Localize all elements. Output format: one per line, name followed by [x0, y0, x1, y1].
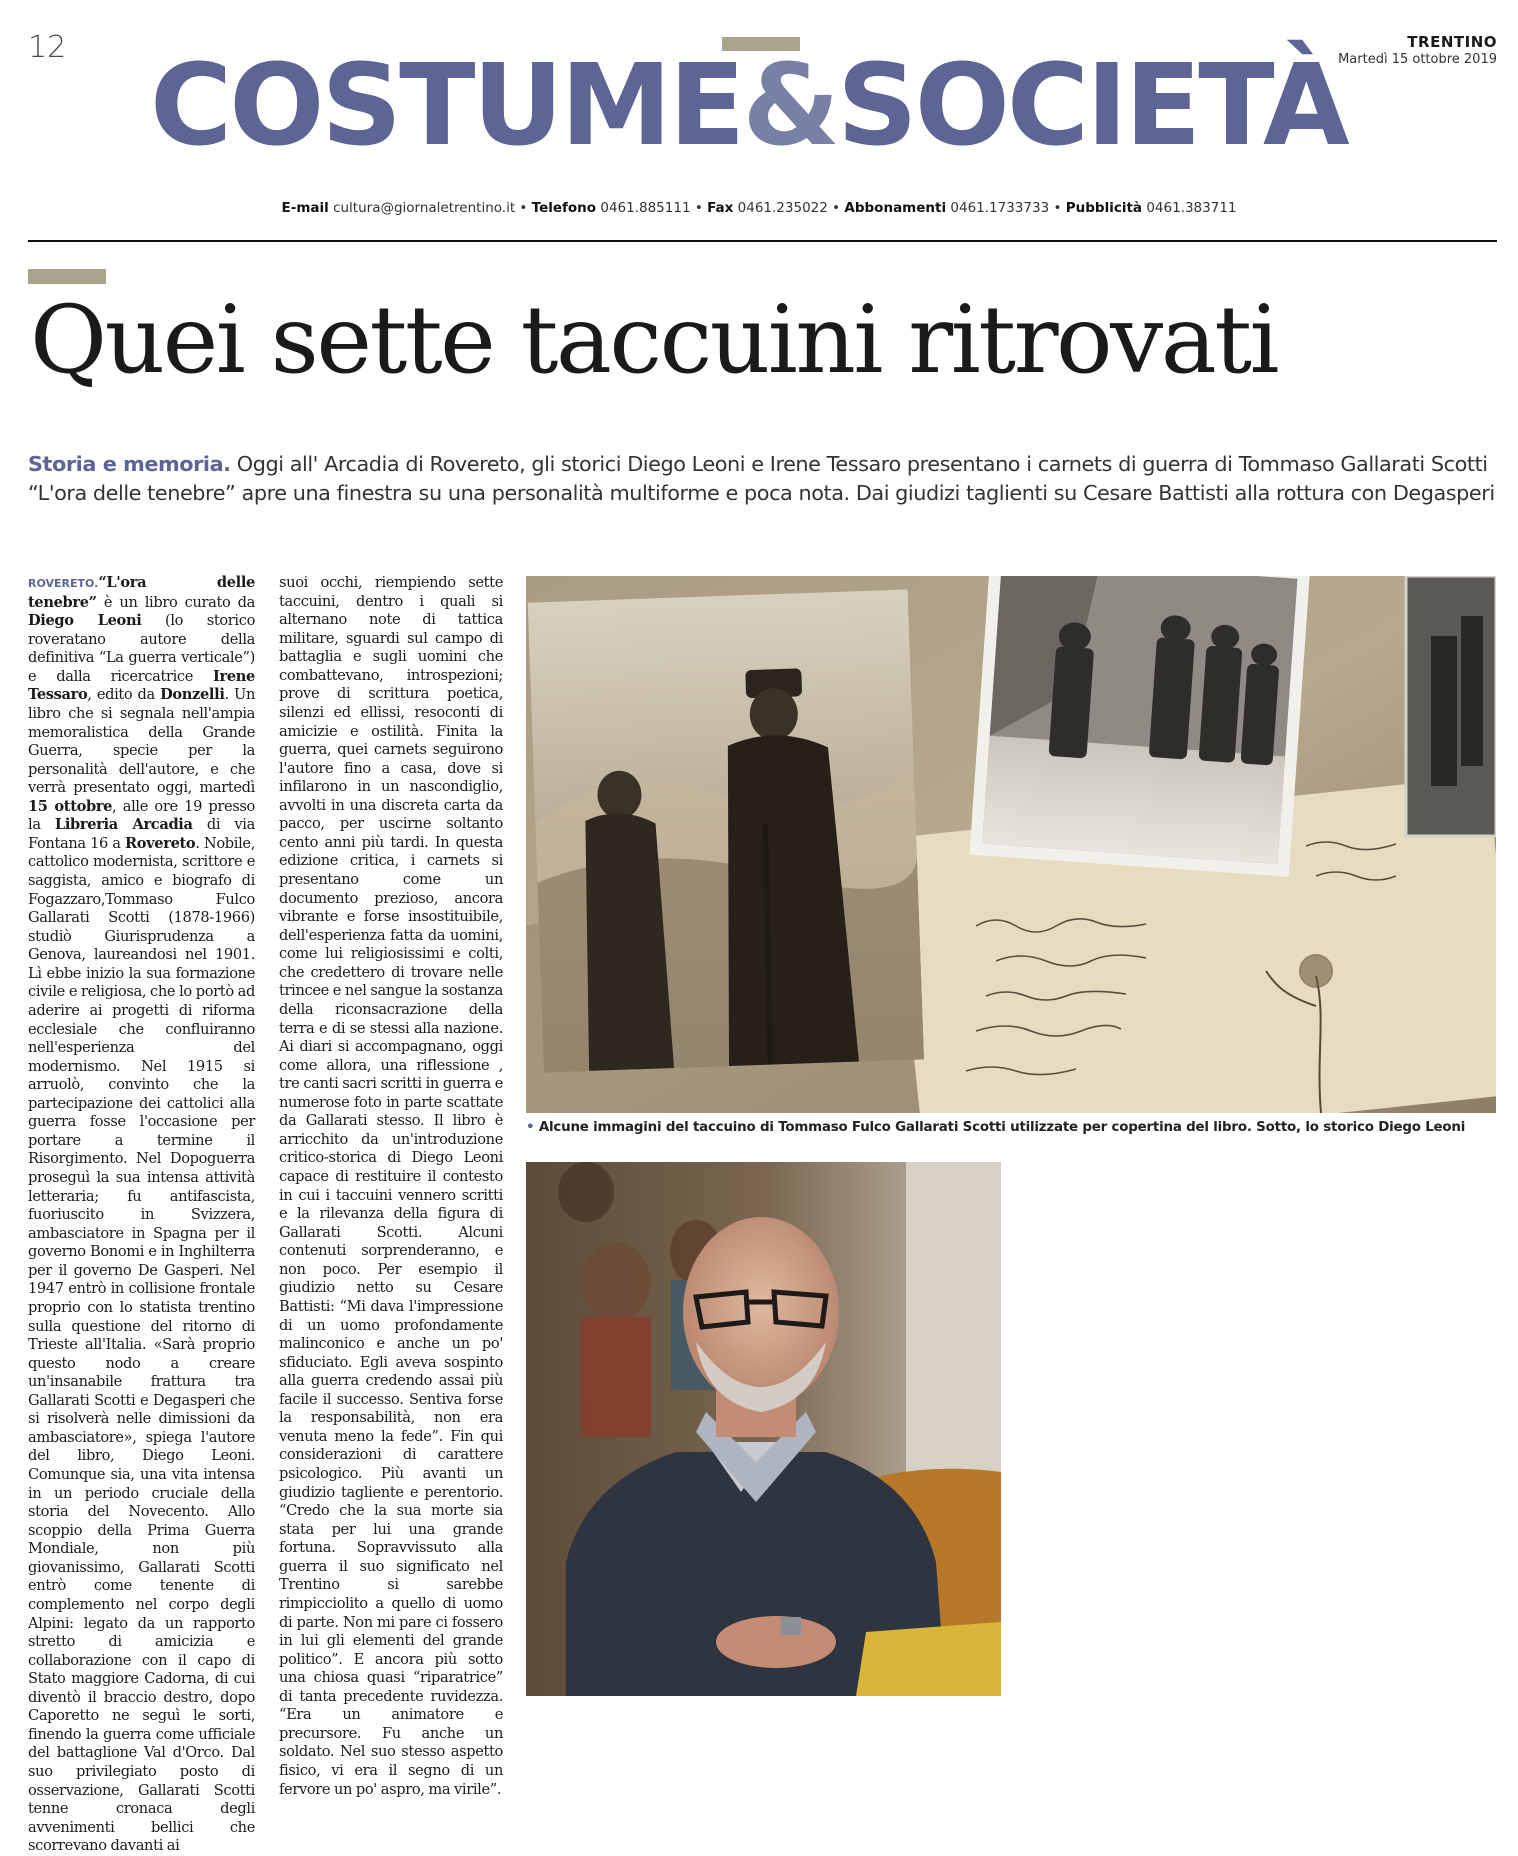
email-value[interactable]: cultura@giornaletrentino.it	[333, 200, 516, 216]
separator: •	[1053, 200, 1062, 216]
city-name: Rovereto	[125, 834, 196, 852]
venue-name: Libreria Arcadia	[54, 816, 193, 834]
separator: •	[694, 200, 703, 216]
advertising-label: Pubblicità	[1065, 200, 1143, 216]
book-title: “L'ora delle tenebre”	[28, 574, 255, 611]
dateline: ROVERETO.	[28, 577, 99, 590]
section-word-1: COSTUME	[150, 41, 743, 171]
article-column-1	[28, 574, 255, 1856]
body-text: , alle ore 19 presso la	[28, 797, 255, 834]
separator: •	[832, 200, 841, 216]
body-text: (lo storico roveratano autore della definitiva “La guerra verticale”) e dalla ricercatrice	[28, 612, 256, 685]
body-text: . Un libro che si segnala nell'ampia memoralistica della Grande Guerra, specie per la personalità dell'autore, e che verrà presentato oggi, martedì	[28, 686, 255, 797]
email-label: E-mail	[281, 200, 329, 216]
headline-accent-bar	[28, 269, 106, 284]
fax-label: Fax	[707, 200, 734, 216]
summary-text-1: Oggi all' Arcadia di Rovereto, gli storici Diego Leoni e Irene Tessaro presentano i carnets di guerra di Tommaso Gallarati Scotti	[236, 452, 1488, 476]
header-rule	[28, 240, 1497, 242]
phone-value: 0461.885111	[600, 200, 691, 216]
publisher-name: Donzelli	[160, 686, 225, 704]
caption-text: Alcune immagini del taccuino di Tommaso Fulco Gallarati Scotti utilizzate per copertina del libro. Sotto, lo storico Diego Leoni	[538, 1120, 1466, 1135]
section-word-2: SOCIETÀ	[837, 41, 1347, 171]
section-ampersand: &	[742, 41, 838, 171]
subscriptions-label: Abbonamenti	[844, 200, 947, 216]
headline: Quei sette taccuini ritrovati	[30, 286, 1278, 395]
phone-label: Telefono	[531, 200, 597, 216]
body-text: è un libro curato da	[103, 593, 255, 611]
contacts-line	[0, 200, 1518, 216]
body-text: , edito da	[87, 686, 155, 704]
newspaper-info	[1338, 33, 1497, 67]
notebook-collage-image	[526, 576, 1496, 1113]
fax-value: 0461.235022	[737, 200, 828, 216]
author-name: Diego Leoni	[28, 612, 142, 630]
subscriptions-value: 0461.1733733	[950, 200, 1050, 216]
caption-bullet: •	[526, 1120, 535, 1135]
advertising-value: 0461.383711	[1146, 200, 1237, 216]
page-number: 12	[28, 30, 67, 65]
portrait-photo	[526, 1162, 1001, 1696]
newspaper-name: TRENTINO	[1407, 33, 1497, 51]
summary-lead: Storia e memoria.	[28, 452, 231, 476]
summary-line-2: “L'ora delle tenebre” apre una finestra su una personalità multiforme e poca nota. Dai giudizi taglienti su Cesare Battisti alla rottura con Degasperi	[28, 481, 1495, 505]
body-text: . Nobile, cattolico modernista, scrittore e saggista, amico e biografo di Fogazzaro,Tommaso Fulco Gallarati Scotti (1878-1966) studiò Giurisprudenza a Genova, laureandosi nel 1901. Lì ebbe inizio la sua formazione civile e religiosa, che lo portò ad aderire ai progetti di riforma ecclesiale che confluiranno nell'esperienza del modernismo. Nel 1915 si arruolò, convinto che la partecipazione dei cattolici alla guerra fosse l'occasione per portare a termine il Risorgimento. Nel Dopoguerra proseguì la sua intensa attività letteraria; fu antifascista, fuoriuscito in Svizzera, ambasciatore in Spagna per il governo Bonomi e in Inghilterra per il governo De Gasperi. Nel 1947 entrò in collisione frontale proprio con lo statista trentino sulla questione del ritorno di Trieste all'Italia. «Sarà proprio questo nodo a creare un'insanabile frattura tra Gallarati Scotti e Degasperi che si risolverà nelle dimissioni da ambasciatore», spiega l'autore del libro, Diego Leoni. Comunque sia, una vita intensa in un periodo cruciale della storia del Novecento. Allo scoppio della Prima Guerra Mondiale, non più giovanissimo, Gallarati Scotti entrò come tenente di complemento nel corpo degli Alpini: legato da un rapporto stretto di amicizia e collaborazione con il capo di Stato maggiore Cadorna, di cui diventò il braccio destro, dopo Caporetto ne seguì le sorti, finendo la guerra come ufficiale del battaglione Val d'Orco. Dal suo privilegiato posto di osservazione, Gallarati Scotti tenne cronaca degli avvenimenti bellici che scorrevano davanti ai	[28, 834, 255, 1855]
summary	[28, 450, 1503, 508]
summary-line-1	[28, 450, 1503, 479]
section-title	[150, 41, 1347, 171]
event-date: 15 ottobre	[28, 797, 113, 815]
issue-date: Martedì 15 ottobre 2019	[1338, 52, 1497, 67]
notebook-collage-photo	[526, 576, 1496, 1113]
body-text: di via Fontana 16 a	[28, 816, 255, 852]
separator: •	[519, 200, 528, 216]
article-column-2: suoi occhi, riempiendo sette taccuini, dentro i quali si alternano note di tattica militare, sguardi sul campo di battaglia e sugli uomini che combattevano, introspezioni; prove di scrittura poetica, silenzi ed ellissi, resoconti di amicizie e ostilità. Finita la guerra, quei carnets seguirono l'autore fino a casa, dove si infilarono in un nascondiglio, avvolti in una discreta carta da pacco, per uscirne soltanto cento anni più tardi. In questa edizione critica, i carnets si presentano come un documento prezioso, ancora vibrante e forse insostituibile, dell'esperienza fatta da uomini, come lui religiosissimi e colti, che credettero di trovare nelle trincee e nel sangue la sostanza della riconsacrazione della terra e di se stessi alla nazione. Ai diari si accompagnano, oggi come allora, una riflessione , tre canti sacri scritti in guerra e numerose foto in parte scattate da Gallarati stesso. Il libro è arricchito da un'introduzione critico-storica di Diego Leoni capace di restituire il contesto in cui i taccuini vennero scritti e la rilevanza della figura di Gallarati Scotti. Alcuni contenuti sorprenderanno, e non poco. Per esempio il giudizio netto su Cesare Battisti: “Mi dava l'impressione di un uomo profondamente malinconico e anche un po' sfiduciato. Egli aveva sospinto alla guerra credendo assai più facile il successo. Sentiva forse la responsabilità, non era venuta meno la fede”. Fin qui considerazioni di carattere psicologico. Più avanti un giudizio tagliente e perentorio. “Credo che la sua morte sia stata per lui una grande fortuna. Sopravvissuto alla guerra il suo significato nel Trentino si sarebbe rimpicciolito a quello di uomo di parte. Non mi pare ci fossero in lui gli elementi del grande politico”. E ancora più sotto una chiosa quasi “riparatrice” di tanta precedente ruvidezza. “Era un animatore e precursore. Fu anche un soldato. Nel suo stesso aspetto fisico, vi era il segno di un fervore un po' aspro, ma virile”.	[279, 574, 503, 1798]
coauthor-name: Irene Tessaro	[28, 667, 255, 704]
portrait-image	[526, 1162, 1001, 1696]
photo-caption	[526, 1119, 1496, 1137]
